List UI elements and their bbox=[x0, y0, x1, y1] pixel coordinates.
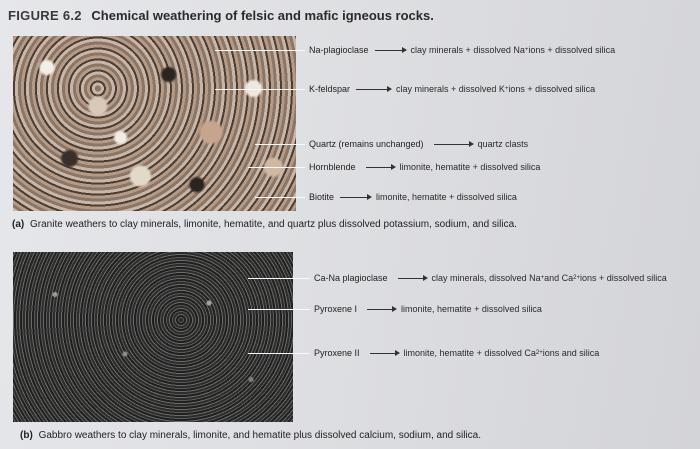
arrow-icon bbox=[375, 50, 405, 51]
arrow-icon bbox=[366, 167, 394, 168]
mineral-label: Quartz (remains unchanged) bbox=[309, 139, 424, 149]
arrow-icon bbox=[370, 353, 398, 354]
caption-a bbox=[12, 219, 517, 230]
product-tail: and Ca bbox=[544, 273, 574, 283]
caption-label: (a) bbox=[12, 219, 25, 230]
arrow-icon bbox=[367, 309, 395, 310]
leader-line bbox=[215, 50, 305, 51]
arrow-icon bbox=[340, 197, 370, 198]
leader-line bbox=[255, 144, 305, 145]
row-k-feldspar: K-feldspar clay minerals + dissolved K + ions + dissolved silica bbox=[215, 84, 595, 94]
product-label: clay minerals, dissolved Na bbox=[431, 273, 541, 283]
product-label: limonite, hematite + dissolved silica bbox=[376, 192, 517, 202]
leader-line bbox=[255, 197, 305, 198]
arrow-icon bbox=[398, 278, 426, 279]
leader-line bbox=[248, 278, 310, 279]
row-hornblende bbox=[248, 162, 540, 172]
row-quartz bbox=[255, 139, 528, 149]
mineral-label: Na-plagioclase bbox=[309, 45, 369, 55]
arrow-icon bbox=[434, 144, 472, 145]
mineral-label: Ca-Na plagioclase bbox=[314, 273, 388, 283]
mineral-label: Biotite bbox=[309, 192, 335, 202]
product-label: limonite, hematite + dissolved silica bbox=[401, 304, 542, 314]
product-tail-2: ions + dissolved silica bbox=[579, 273, 667, 283]
caption-text: Gabbro weathers to clay minerals, limonite, and hematite plus dissolved calcium, sodium, and silica. bbox=[38, 430, 481, 441]
figure-number: FIGURE 6.2 bbox=[8, 8, 82, 23]
product-tail: ions and silica bbox=[542, 348, 600, 358]
product-label: quartz clasts bbox=[477, 139, 529, 149]
caption-label: (b) bbox=[20, 430, 33, 441]
product-label: limonite, hematite + dissolved silica bbox=[399, 162, 541, 172]
mineral-label: K-feldspar bbox=[309, 84, 351, 94]
figure-title-text: Chemical weathering of felsic and mafic igneous rocks. bbox=[91, 8, 434, 23]
product-tail: ions + dissolved silica bbox=[528, 45, 616, 55]
mineral-label: Hornblende bbox=[309, 162, 356, 172]
leader-line bbox=[248, 353, 310, 354]
leader-line bbox=[248, 167, 305, 168]
mineral-label: Pyroxene I bbox=[314, 304, 358, 314]
caption-b bbox=[20, 430, 481, 441]
row-ca-na-plagioclase: Ca-Na plagioclase clay minerals, dissolved Na + and Ca 2+ ions + dissolved silica bbox=[248, 273, 667, 283]
row-pyroxene-2: Pyroxene II limonite, hematite + dissolved Ca 2+ ions and silica bbox=[248, 348, 599, 358]
mineral-label: Pyroxene II bbox=[314, 348, 360, 358]
figure-title bbox=[8, 8, 434, 23]
granite-photo bbox=[13, 36, 296, 211]
leader-line bbox=[215, 89, 305, 90]
product-label: clay minerals + dissolved K bbox=[396, 84, 505, 94]
row-pyroxene-1 bbox=[248, 304, 542, 314]
arrow-icon bbox=[356, 89, 390, 90]
product-label: clay minerals + dissolved Na bbox=[410, 45, 525, 55]
product-label: limonite, hematite + dissolved Ca bbox=[403, 348, 536, 358]
product-tail: ions + dissolved silica bbox=[508, 84, 596, 94]
caption-text: Granite weathers to clay minerals, limonite, hematite, and quartz plus dissolved potassium, sodium, and silica. bbox=[30, 219, 517, 230]
row-na-plagioclase: Na-plagioclase clay minerals + dissolved Na + ions + dissolved silica bbox=[215, 45, 615, 55]
row-biotite bbox=[255, 192, 517, 202]
leader-line bbox=[248, 309, 310, 310]
